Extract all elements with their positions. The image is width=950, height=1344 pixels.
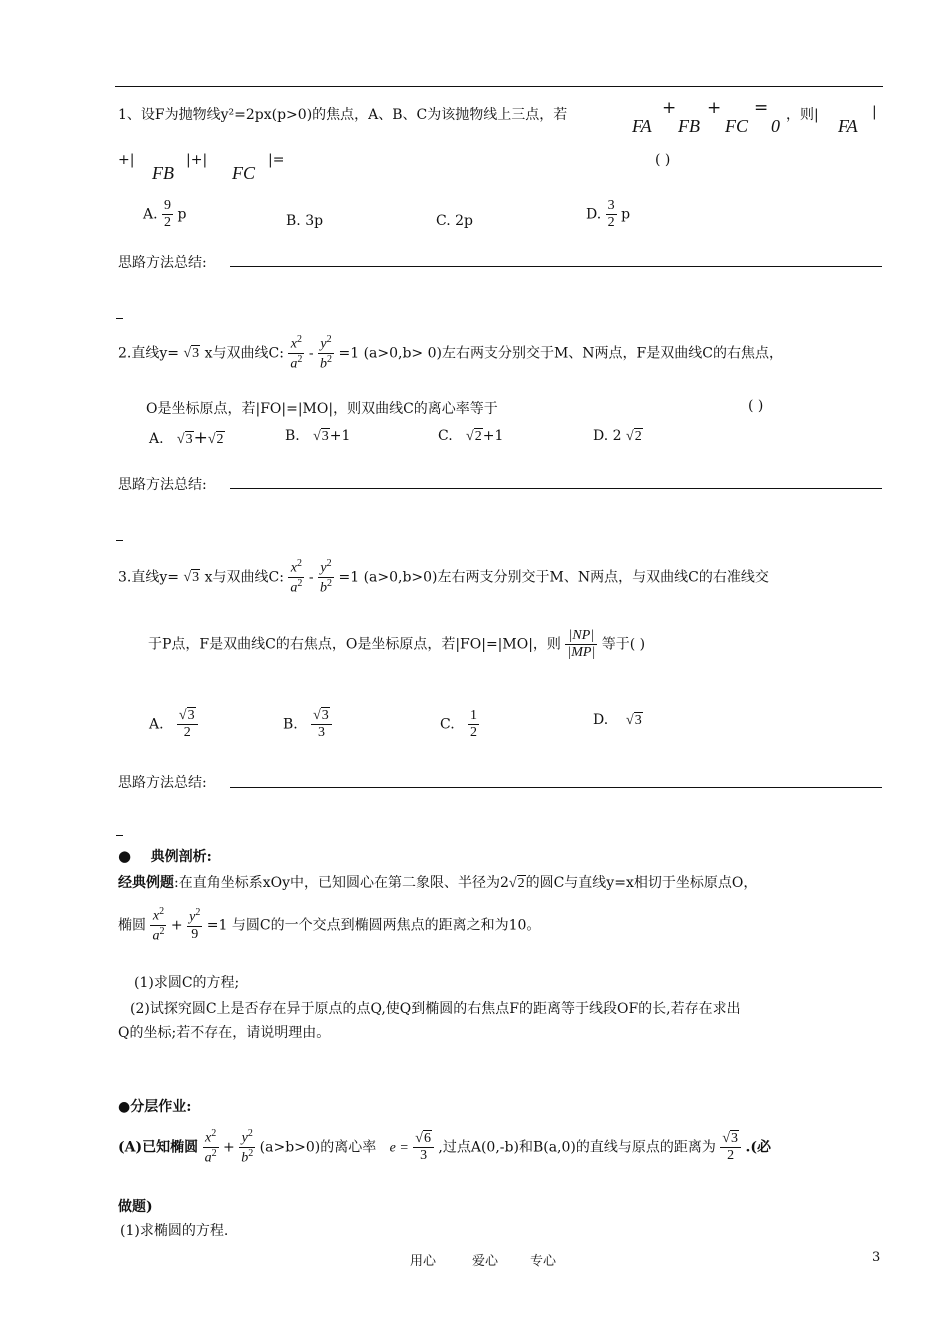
homework-q1: (1)求椭圆的方程. — [120, 1223, 229, 1239]
abs-bar: | — [872, 104, 877, 120]
vector-fb-2: FB — [152, 163, 174, 183]
dash-3 — [116, 835, 123, 836]
dash-1 — [116, 318, 123, 319]
problem3-line2: 于P点，F是双曲线C的右焦点，O是坐标原点，若|FO|=|MO|，则 $\frac{|NP|}{|MP|}$ 等于( ) — [148, 628, 646, 661]
problem3-line1: 3.直线y= √3 x与双曲线C: $\frac{x^2}{a^2}$ - $\frac{y^2}{b^2}$ =1 (a>0,b>0)左右两支分别交于M、N两点，与双曲线C的右准线交 — [118, 558, 769, 596]
example-line1: 经典例题:在直角坐标系xOy中，已知圆心在第二象限、半径为2√2的圆C与直线y=x相切于坐标原点O， — [118, 875, 758, 891]
option-d: D. $\frac{3}{2}$ p — [586, 198, 631, 231]
option-a-3: A. $\frac{√3}{2}$ — [149, 708, 198, 741]
problem2-line1: 2.直线y= √3 x与双曲线C: $\frac{x^2}{a^2}$ - $\frac{y^2}{b^2}$ =1 (a>0,b> 0)左右两支分别交于M、N两点，F是双曲线C的右焦点， — [118, 334, 783, 372]
dash-2 — [116, 540, 123, 541]
option-b-3: B. $\frac{√3}{3}$ — [283, 708, 332, 741]
problem1-line2b: |+| — [186, 152, 208, 168]
vector-fc-2: FC — [232, 163, 256, 183]
equals-sign: = — [754, 98, 769, 118]
summary-label-3: 思路方法总结: — [118, 775, 207, 791]
problem1-line2c: |= — [268, 152, 285, 168]
summary-label-1: 思路方法总结: — [118, 255, 207, 271]
example-q2: (2)试探究圆C上是否存在异于原点的点Q,使Q到椭圆的右焦点F的距离等于线段OF的长,若存在求出 — [130, 1001, 741, 1017]
answer-paren-2: ( ) — [748, 398, 764, 414]
vector-fb: FB — [678, 116, 700, 136]
option-c: C. 2p — [436, 213, 473, 229]
plus-sign: + — [662, 98, 677, 118]
answer-paren: ( ) — [655, 152, 671, 168]
option-c-2: C. √2+1 — [438, 428, 504, 444]
bullet-icon: ● — [118, 847, 132, 865]
option-b-2: B. √3+1 — [285, 428, 351, 444]
vector-zero: 0 — [771, 116, 780, 136]
summary-line-3[interactable] — [230, 787, 882, 788]
option-d-2: D. 2 √2 — [593, 428, 642, 444]
option-a: A. $\frac{9}{2}$ p — [143, 198, 187, 231]
vector-fc: FC — [725, 116, 749, 136]
footer-motto-1: 用心 — [410, 1254, 437, 1269]
vector-fa: FA — [632, 116, 652, 136]
section-homework-heading: ●分层作业: — [118, 1099, 192, 1115]
homework-line1: (A)已知椭圆 $\frac{x^2}{a^2}$ + $\frac{y^2}{b^2}$ (a>b>0)的离心率 e = $\frac{√6}{3}$ ,过点A(0,-b)和B(a,0)的直线与原点的距离为 $\frac{√3}{2}$ .(必 — [118, 1128, 771, 1166]
section-example-heading: ● 典例剖析: — [118, 847, 212, 865]
example-q2b: Q的坐标;若不存在，请说明理由。 — [118, 1025, 331, 1041]
footer-motto-2: 爱心 — [472, 1254, 499, 1269]
homework-must: 做题) — [118, 1199, 153, 1215]
problem1-line2a: +| — [118, 152, 135, 168]
summary-line-2[interactable] — [230, 488, 882, 489]
footer-motto-3: 专心 — [530, 1254, 557, 1269]
example-line2: 椭圆 $\frac{x^2}{a^2}$ + $\frac{y^2}{9}$ =1 与圆C的一个交点到椭圆两焦点的距离之和为10。 — [118, 906, 541, 944]
problem2-line2: O是坐标原点，若|FO|=|MO|，则双曲线C的离心率等于 — [146, 401, 498, 417]
vector-fa-2: FA — [838, 116, 858, 136]
option-a-2: A. √3+√2 — [149, 428, 224, 448]
example-q1: (1)求圆C的方程; — [134, 975, 240, 991]
option-c-3: C. $\frac{1}{2}$ — [440, 708, 478, 741]
top-rule — [115, 86, 883, 87]
option-b: B. 3p — [286, 213, 324, 229]
summary-label-2: 思路方法总结: — [118, 477, 207, 493]
plus-sign-2: + — [707, 98, 722, 118]
then-text: ，则| — [786, 107, 819, 123]
problem1-line1: 1、设F为抛物线y²=2px(p>0)的焦点，A、B、C为该抛物线上三点，若 — [118, 107, 568, 123]
page-number: 3 — [872, 1250, 881, 1265]
option-d-3: D. √3 — [593, 712, 642, 728]
summary-line-1[interactable] — [230, 266, 882, 267]
